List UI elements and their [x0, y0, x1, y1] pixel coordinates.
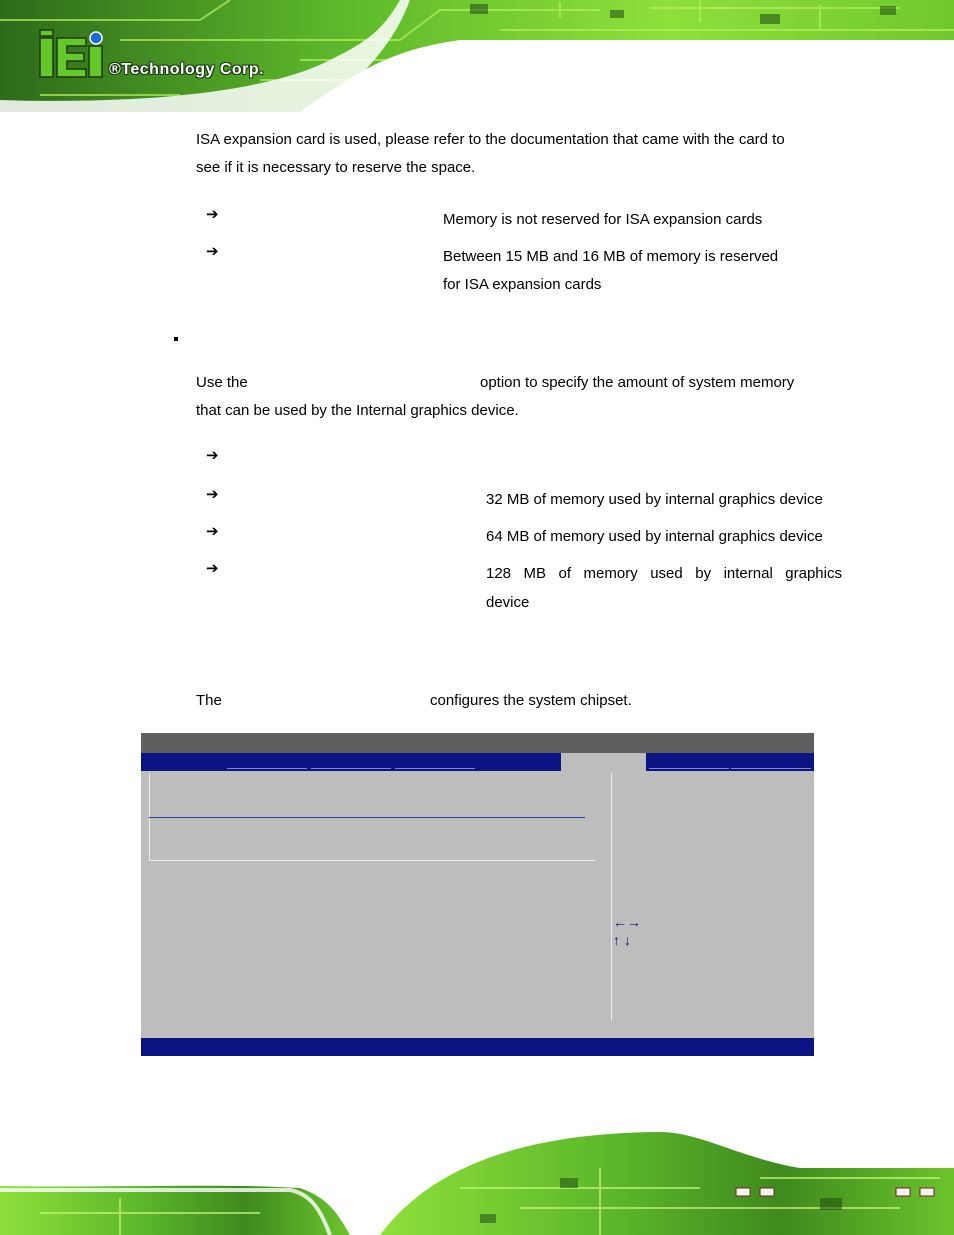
arrow-bullet-icon: ➔ — [206, 242, 219, 260]
tab-underline — [649, 768, 729, 769]
chipset-paragraph-part1: The — [196, 692, 222, 709]
bios-title-bar — [141, 733, 814, 753]
circuit-board-graphic — [0, 0, 954, 112]
bios-status-bar — [141, 1038, 814, 1056]
arrow-bullet-icon: ➔ — [206, 559, 219, 577]
arrow-bullet-icon: ➔ — [206, 485, 219, 503]
option-description: 64 MB of memory used by internal graphics device — [486, 528, 823, 545]
arrow-bullet-icon: ➔ — [206, 446, 219, 464]
chipset-paragraph-part2: configures the system chipset. — [430, 692, 632, 709]
tab-underline — [395, 768, 475, 769]
bios-tab-chipset[interactable] — [561, 753, 646, 771]
option-description: Between 15 MB and 16 MB of memory is reserved — [443, 248, 779, 265]
bios-panel-border — [149, 860, 595, 861]
bios-screen — [141, 733, 814, 1056]
isa-paragraph-line2: see if it is necessary to reserve the space. — [196, 159, 476, 176]
header-banner — [0, 0, 954, 112]
option-description: device — [486, 594, 530, 611]
graphics-paragraph-part2: option to specify the amount of system memory — [480, 374, 795, 391]
isa-paragraph-line1: ISA expansion card is used, please refer to the documentation that came with the card to — [196, 131, 785, 148]
option-description: for ISA expansion cards — [443, 276, 602, 293]
tab-underline — [311, 768, 391, 769]
option-description: 32 MB of memory used by internal graphics device — [486, 491, 823, 508]
option-description: Memory is not reserved for ISA expansion cards — [443, 211, 763, 228]
arrow-bullet-icon: ➔ — [206, 522, 219, 540]
left-right-arrows-icon: ←→ — [613, 914, 641, 930]
section-bullet-icon — [174, 337, 178, 341]
graphics-paragraph-part1: Use the — [196, 374, 248, 391]
bios-help-divider — [611, 773, 612, 1021]
bios-submenu-link[interactable] — [149, 817, 585, 818]
option-description: 128 MB of memory used by internal graphics — [486, 565, 842, 582]
tab-underline — [227, 768, 307, 769]
up-down-arrows-icon: ↑ ↓ — [613, 932, 631, 948]
arrow-bullet-icon: ➔ — [206, 205, 219, 223]
graphics-paragraph-line2: that can be used by the Internal graphics device. — [196, 402, 519, 419]
company-name: ®Technology Corp. — [109, 61, 265, 78]
footer-banner — [0, 1128, 954, 1235]
circuit-board-graphic — [0, 1128, 954, 1235]
tab-underline — [731, 768, 811, 769]
bios-nav-help — [613, 913, 641, 949]
